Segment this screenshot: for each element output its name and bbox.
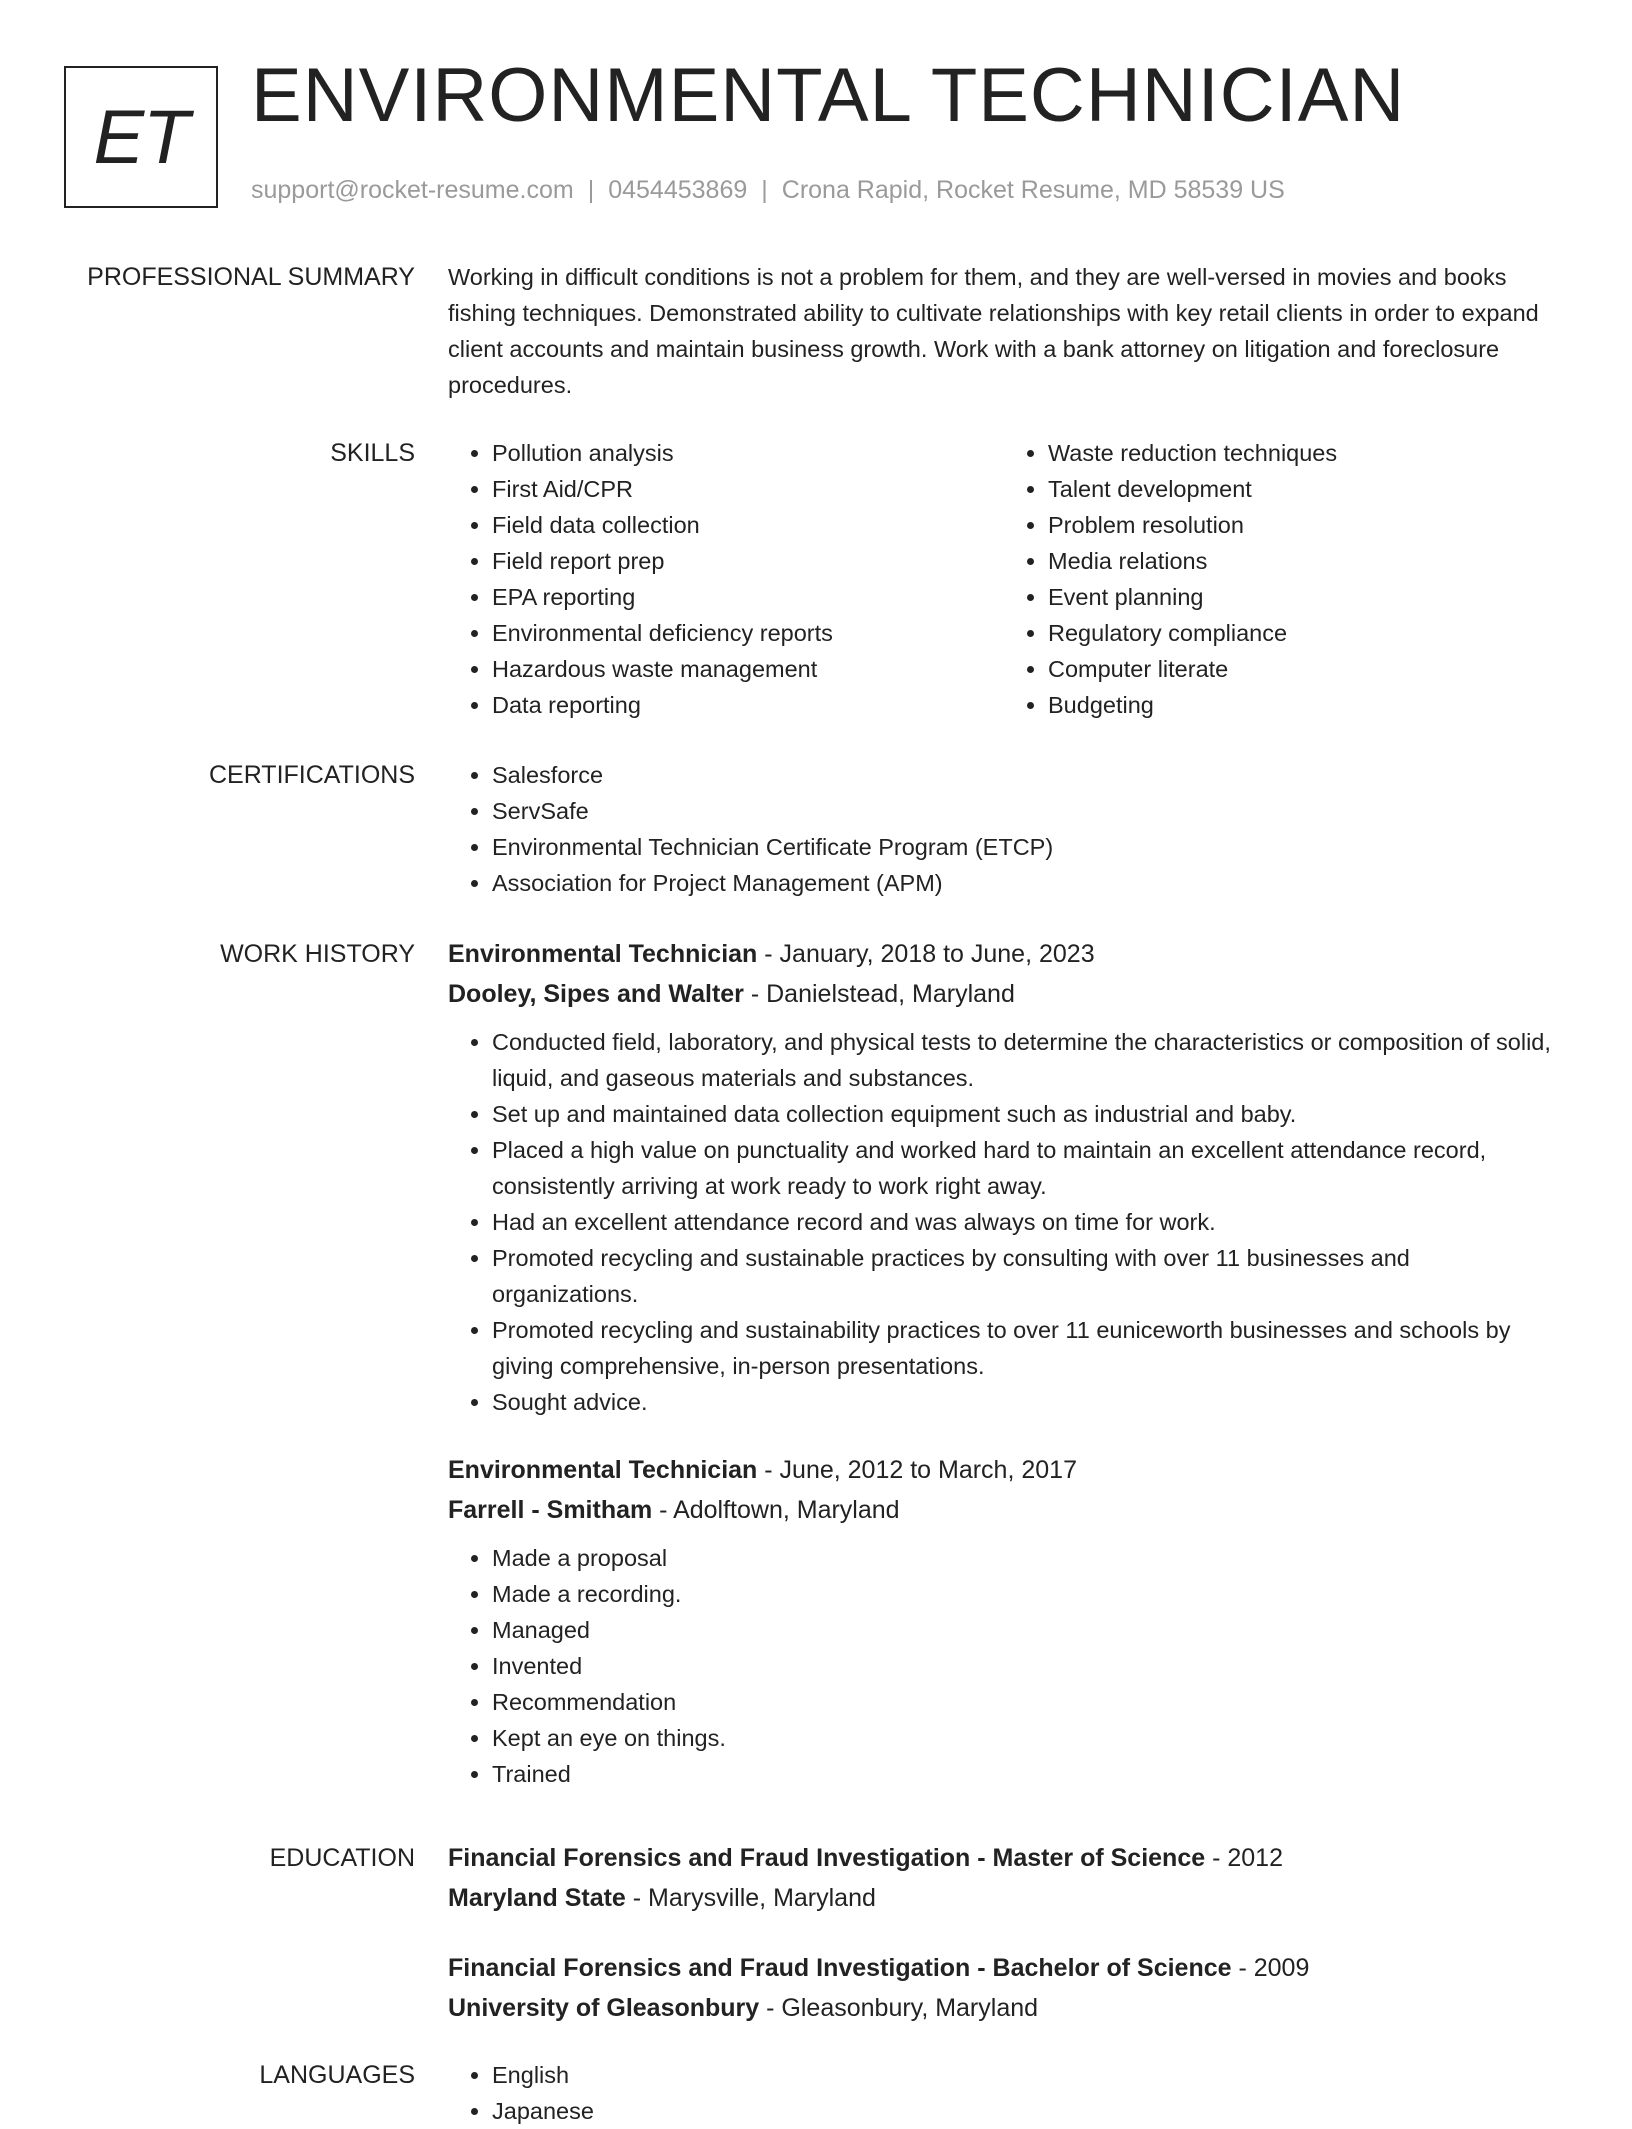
list-item: • Made a proposal bbox=[492, 1540, 1560, 1576]
education-entry bbox=[448, 1948, 1560, 2028]
monogram-logo: ET bbox=[64, 66, 218, 208]
school: Maryland State bbox=[448, 1884, 626, 1912]
job-location: - Adolftown, Maryland bbox=[652, 1496, 900, 1524]
degree: Financial Forensics and Fraud Investigation - Bachelor of Science bbox=[448, 1954, 1232, 1982]
contact-line bbox=[251, 176, 1285, 205]
job-company: Farrell - Smitham bbox=[448, 1496, 653, 1524]
job-bullets bbox=[448, 1540, 1560, 1792]
list-item: • Placed a high value on punctuality and worked hard to maintain an excellent attendance record, consistently arriving at work ready to work right away. bbox=[492, 1132, 1560, 1204]
list-item: • Promoted recycling and sustainability practices to over 11 euniceworth businesses and schools by giving comprehensive, in-person presentations. bbox=[492, 1312, 1560, 1384]
summary-text: Working in difficult conditions is not a problem for them, and they are well-versed in movies and books fishing techniques. Demonstrated ability to cultivate relationships with key retail clients in order to expand client accounts and maintain business growth. Work with a bank attorney on litigation and foreclosure procedures. bbox=[448, 264, 1539, 398]
list-item: • Problem resolution bbox=[1048, 507, 1560, 543]
list-item: • Promoted recycling and sustainable practices by consulting with over 11 businesses and organizations. bbox=[492, 1240, 1560, 1312]
degree-line bbox=[448, 1948, 1560, 1988]
list-item: • Invented bbox=[492, 1648, 1560, 1684]
school-line bbox=[448, 1988, 1560, 2028]
list-item: • Environmental deficiency reports bbox=[492, 615, 1004, 651]
certifications-content bbox=[448, 757, 1560, 901]
job-bullets bbox=[448, 1024, 1560, 1420]
list-item: • Managed bbox=[492, 1612, 1560, 1648]
list-item: • Computer literate bbox=[1048, 651, 1560, 687]
degree-line bbox=[448, 1838, 1560, 1878]
list-item: • Conducted field, laboratory, and physical tests to determine the characteristics or composition of solid, liquid, and gaseous materials and substances. bbox=[492, 1024, 1560, 1096]
list-item: • EPA reporting bbox=[492, 579, 1004, 615]
skills-content bbox=[448, 435, 1560, 723]
list-item: • Japanese bbox=[492, 2093, 1560, 2129]
summary-content bbox=[448, 259, 1560, 403]
job-location: - Danielstead, Maryland bbox=[743, 980, 1015, 1008]
separator: | bbox=[761, 176, 768, 204]
section-label: WORK HISTORY bbox=[220, 940, 415, 968]
list-item: • Pollution analysis bbox=[492, 435, 1004, 471]
list-item: • Had an excellent attendance record and was always on time for work. bbox=[492, 1204, 1560, 1240]
list-item: • Event planning bbox=[1048, 579, 1560, 615]
school: University of Gleasonbury bbox=[448, 1994, 760, 2022]
section-label: LANGUAGES bbox=[259, 2061, 415, 2089]
job-entry bbox=[448, 934, 1560, 1420]
job-company-line bbox=[448, 974, 1560, 1014]
contact-phone[interactable]: 0454453869 bbox=[608, 176, 748, 204]
certifications-list bbox=[448, 757, 1560, 901]
list-item: • Association for Project Management (APM) bbox=[492, 865, 1560, 901]
list-item: • First Aid/CPR bbox=[492, 471, 1004, 507]
skills-column-1 bbox=[448, 435, 1004, 723]
list-item: • Salesforce bbox=[492, 757, 1560, 793]
school-location: - Gleasonbury, Maryland bbox=[759, 1994, 1039, 2022]
work-content bbox=[448, 934, 1560, 1792]
degree: Financial Forensics and Fraud Investigation - Master of Science bbox=[448, 1844, 1206, 1872]
degree-year: - 2009 bbox=[1231, 1954, 1310, 1982]
contact-address: Crona Rapid, Rocket Resume, MD 58539 US bbox=[781, 176, 1285, 204]
list-item: • Trained bbox=[492, 1756, 1560, 1792]
list-item: • ServSafe bbox=[492, 793, 1560, 829]
job-dates: - June, 2012 to March, 2017 bbox=[757, 1456, 1077, 1484]
section-label: SKILLS bbox=[330, 439, 415, 467]
contact-email[interactable]: support@rocket-resume.com bbox=[251, 176, 574, 204]
list-item: • Media relations bbox=[1048, 543, 1560, 579]
languages-list bbox=[448, 2057, 1560, 2129]
languages-content bbox=[448, 2057, 1560, 2129]
job-title: Environmental Technician bbox=[448, 940, 758, 968]
school-line bbox=[448, 1878, 1560, 1918]
list-item: • Kept an eye on things. bbox=[492, 1720, 1560, 1756]
separator: | bbox=[587, 176, 595, 204]
education-entry bbox=[448, 1838, 1560, 1918]
list-item: • English bbox=[492, 2057, 1560, 2093]
list-item: • Made a recording. bbox=[492, 1576, 1560, 1612]
list-item: • Waste reduction techniques bbox=[1048, 435, 1560, 471]
list-item: • Sought advice. bbox=[492, 1384, 1560, 1420]
skills-column-2 bbox=[1004, 435, 1560, 723]
list-item: • Environmental Technician Certificate Program (ETCP) bbox=[492, 829, 1560, 865]
page-title: ENVIRONMENTAL TECHNICIAN bbox=[251, 53, 1406, 138]
list-item: • Hazardous waste management bbox=[492, 651, 1004, 687]
section-label: CERTIFICATIONS bbox=[208, 761, 415, 789]
job-title: Environmental Technician bbox=[448, 1456, 758, 1484]
job-company: Dooley, Sipes and Walter bbox=[448, 980, 744, 1008]
section-label: EDUCATION bbox=[269, 1844, 415, 1872]
job-company-line bbox=[448, 1490, 1560, 1530]
list-item: • Field report prep bbox=[492, 543, 1004, 579]
list-item: • Data reporting bbox=[492, 687, 1004, 723]
job-title-line bbox=[448, 1450, 1560, 1490]
list-item: • Field data collection bbox=[492, 507, 1004, 543]
list-item: • Recommendation bbox=[492, 1684, 1560, 1720]
list-item: • Regulatory compliance bbox=[1048, 615, 1560, 651]
list-item: • Budgeting bbox=[1048, 687, 1560, 723]
degree-year: - 2012 bbox=[1205, 1844, 1283, 1872]
job-dates: - January, 2018 to June, 2023 bbox=[757, 940, 1095, 968]
section-label: PROFESSIONAL SUMMARY bbox=[87, 263, 415, 291]
job-entry bbox=[448, 1450, 1560, 1792]
list-item: • Set up and maintained data collection equipment such as industrial and baby. bbox=[492, 1096, 1560, 1132]
list-item: • Talent development bbox=[1048, 471, 1560, 507]
job-title-line bbox=[448, 934, 1560, 974]
education-content bbox=[448, 1838, 1560, 2058]
school-location: - Marysville, Maryland bbox=[625, 1884, 876, 1912]
